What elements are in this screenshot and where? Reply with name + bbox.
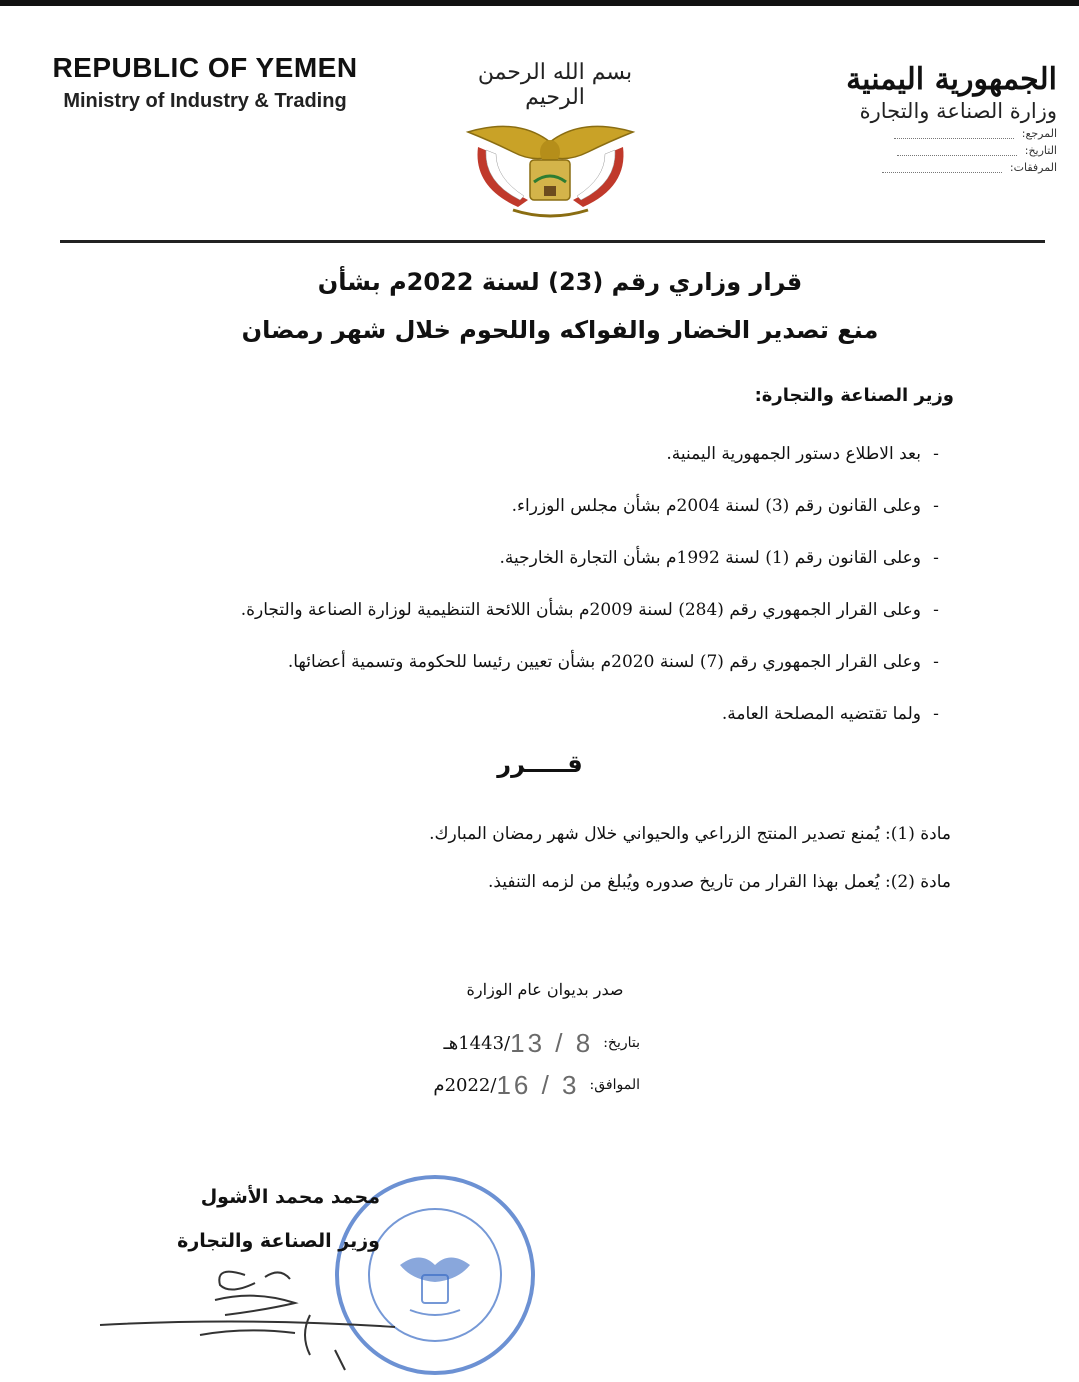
attachments-label: المرفقات: bbox=[1009, 161, 1057, 174]
hijri-date-handwritten: 13 / 8 bbox=[510, 1027, 594, 1058]
list-item: - وعلى القرار الجمهوري رقم (7) لسنة 2020م بشأن تعيين رئيسا للحكومة وتسمية أعضائها. bbox=[287, 652, 939, 672]
gregorian-date bbox=[380, 1064, 640, 1106]
country-name-en: REPUBLIC OF YEMEN bbox=[52, 52, 358, 83]
list-item: - ولما تقتضيه المصلحة العامة. bbox=[721, 704, 939, 724]
decree-title: قرار وزاري رقم (23) لسنة 2022م بشأن bbox=[317, 268, 803, 296]
country-name-ar: الجمهورية اليمنية bbox=[846, 62, 1057, 97]
attachments-row bbox=[817, 161, 1057, 174]
header-divider bbox=[60, 240, 1045, 243]
issued-at: صدر بديوان عام الوزارة bbox=[466, 980, 624, 999]
reference-label: المرجع: bbox=[1021, 127, 1057, 140]
top-border bbox=[0, 0, 1079, 6]
yemen-eagle-emblem-icon bbox=[458, 112, 643, 222]
article-1: مادة (1): يُمنع تصدير المنتج الزراعي والحيواني خلال شهر رمضان المبارك. bbox=[429, 824, 951, 844]
hijri-date-label: بتاريخ: bbox=[603, 1035, 640, 1051]
list-item: - بعد الاطلاع دستور الجمهورية اليمنية. bbox=[666, 444, 939, 464]
articles bbox=[191, 810, 951, 906]
ministry-name-ar: وزارة الصناعة والتجارة bbox=[859, 99, 1057, 123]
ministry-name-en: Ministry of Industry & Trading bbox=[63, 90, 347, 112]
list-item: - وعلى القرار الجمهوري رقم (284) لسنة 2009م بشأن اللائحة التنظيمية لوزارة الصناعة والتجارة. bbox=[240, 600, 939, 620]
date-label: التاريخ: bbox=[1024, 144, 1057, 157]
signer-block bbox=[170, 1175, 380, 1263]
date-row bbox=[817, 144, 1057, 157]
decree-dates bbox=[380, 1022, 640, 1106]
hijri-date bbox=[380, 1022, 640, 1064]
reference-row bbox=[817, 127, 1057, 140]
letterhead-arabic bbox=[817, 62, 1057, 174]
signer-name: محمد محمد الأشول bbox=[200, 1186, 380, 1208]
signer-title: وزير الصناعة والتجارة bbox=[177, 1230, 380, 1252]
preamble-clauses bbox=[151, 428, 951, 740]
article-2: مادة (2): يُعمل بهذا القرار من تاريخ صدوره ويُبلغ من لزمه التنفيذ. bbox=[487, 872, 951, 892]
hijri-year: /1443هـ bbox=[443, 1032, 511, 1054]
handwritten-signature-icon bbox=[95, 1255, 395, 1375]
gregorian-date-label: الموافق: bbox=[589, 1077, 640, 1093]
list-item: - وعلى القانون رقم (1) لسنة 1992م بشأن التجارة الخارجية. bbox=[499, 548, 939, 568]
list-item: - وعلى القانون رقم (3) لسنة 2004م بشأن مجلس الوزراء. bbox=[511, 496, 939, 516]
decree-subject: منع تصدير الخضار والفواكه واللحوم خلال شهر رمضان bbox=[241, 316, 879, 344]
basmala: بسم الله الرحمن الرحيم bbox=[477, 60, 633, 110]
letterhead-english bbox=[40, 52, 370, 113]
gregorian-year: /2022م bbox=[433, 1074, 497, 1096]
addressee: وزير الصناعة والتجارة: bbox=[754, 385, 954, 406]
decides-heading: قـــــرر bbox=[497, 750, 583, 778]
gregorian-date-handwritten: 16 / 3 bbox=[496, 1069, 580, 1100]
